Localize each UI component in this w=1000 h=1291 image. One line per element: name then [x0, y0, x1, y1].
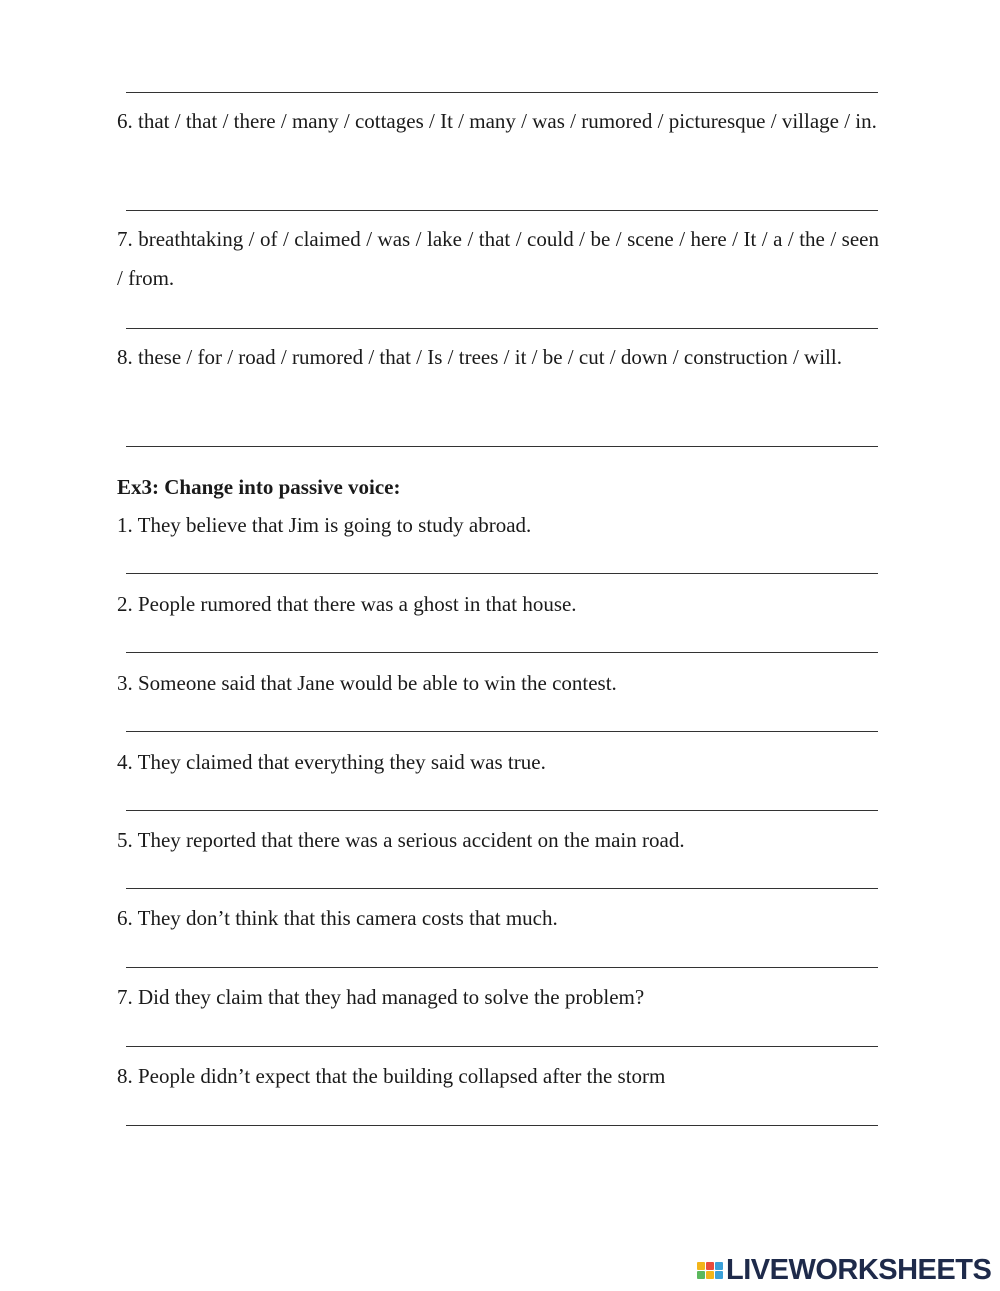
ex2-item-8: 8. these / for / road / rumored / that / Is / trees / it / be / cut / down / construction / will. [117, 345, 842, 369]
ex3-item-5: 5. They reported that there was a serious accident on the main road. [117, 828, 685, 852]
ex3-heading: Ex3: Change into passive voice: [117, 475, 401, 499]
logo-blocks-icon [697, 1262, 723, 1279]
ex3-item-6: 6. They don’t think that this camera costs that much. [117, 906, 558, 930]
answer-line-ex3-7[interactable] [126, 1046, 878, 1047]
answer-line-ex3-4[interactable] [126, 810, 878, 811]
answer-line-ex2-6[interactable] [126, 210, 878, 211]
logo-text: LIVEWORKSHEETS [726, 1253, 992, 1286]
ex3-item-8: 8. People didn’t expect that the building collapsed after the storm [117, 1064, 666, 1088]
logo-block [697, 1271, 705, 1279]
answer-line-ex3-5[interactable] [126, 888, 878, 889]
ex3-item-4: 4. They claimed that everything they said was true. [117, 750, 546, 774]
answer-line-ex2-8[interactable] [126, 446, 878, 447]
answer-line-ex3-1[interactable] [126, 573, 878, 574]
ex3-item-1: 1. They believe that Jim is going to study abroad. [117, 513, 532, 537]
logo-block [715, 1262, 723, 1270]
ex3-item-3: 3. Someone said that Jane would be able to win the contest. [117, 671, 617, 695]
logo-block [706, 1271, 714, 1279]
logo-block [706, 1262, 714, 1270]
ex3-item-7: 7. Did they claim that they had managed to solve the problem? [117, 985, 645, 1009]
ex2-item-6: 6. that / that / there / many / cottages / It / many / was / rumored / picturesque / village / in. [117, 109, 877, 133]
answer-line-ex2-5[interactable] [126, 92, 878, 93]
answer-line-ex3-6[interactable] [126, 967, 878, 968]
answer-line-ex2-7[interactable] [126, 328, 878, 329]
answer-line-ex3-2[interactable] [126, 652, 878, 653]
logo-block [697, 1262, 705, 1270]
liveworksheets-logo[interactable] [697, 1253, 991, 1287]
logo-block [715, 1271, 723, 1279]
answer-line-ex3-3[interactable] [126, 731, 878, 732]
answer-line-ex3-8[interactable] [126, 1125, 878, 1126]
ex2-item-7: 7. breathtaking / of / claimed / was / lake / that / could / be / scene / here / It / a / the / seen / from. [117, 227, 879, 290]
ex3-item-2: 2. People rumored that there was a ghost in that house. [117, 592, 577, 616]
